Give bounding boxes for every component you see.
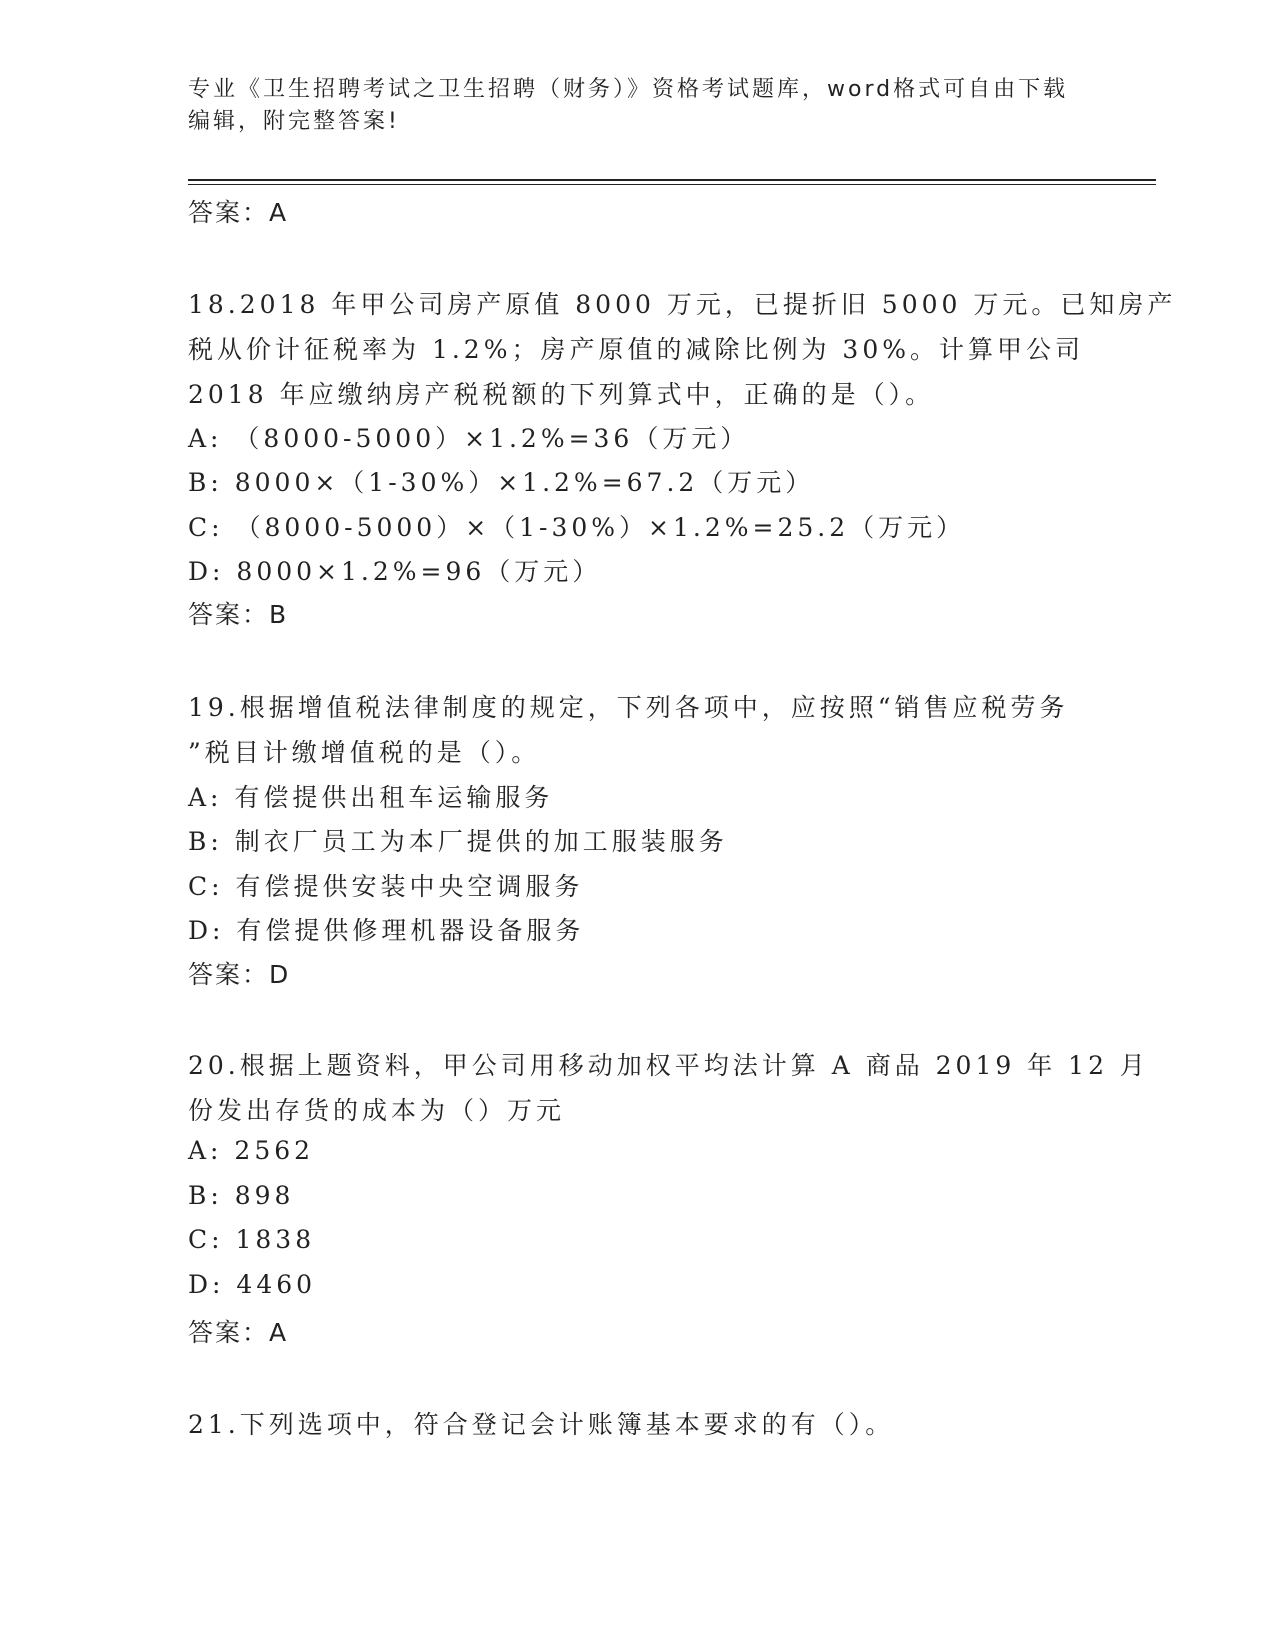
question-text-line: 2018 年应缴纳房产税税额的下列算式中，正确的是（）。 xyxy=(188,380,935,409)
option-a: A: 2562 xyxy=(188,1136,315,1165)
option-a: A: 有偿提供出租车运输服务 xyxy=(188,783,554,812)
document-header xyxy=(188,74,1088,138)
option-c: C: 1838 xyxy=(188,1225,316,1254)
question-text-line: 20.根据上题资料，甲公司用移动加权平均法计算 A 商品 2019 年 12 月 xyxy=(188,1051,1149,1080)
question-text-line: ”税目计缴增值税的是（）。 xyxy=(188,738,541,767)
option-c: C: （8000-5000）×（1-30%）×1.2%=25.2（万元） xyxy=(188,513,966,542)
answer-label: 答案：A xyxy=(188,1318,289,1347)
option-b: B: 898 xyxy=(188,1181,295,1210)
option-c: C: 有偿提供安装中央空调服务 xyxy=(188,872,584,901)
header-rule-thick xyxy=(188,179,1156,181)
header-rule-thin xyxy=(188,184,1156,185)
question-text-line: 税从价计征税率为 1.2%；房产原值的减除比例为 30%。计算甲公司 xyxy=(188,335,1084,364)
question-text-line: 份发出存货的成本为（）万元 xyxy=(188,1096,566,1125)
answer-label: 答案：B xyxy=(188,600,289,629)
option-a: A: （8000-5000）×1.2%=36（万元） xyxy=(188,424,750,453)
option-d: D: 4460 xyxy=(188,1270,317,1299)
question-text-line: 19.根据增值税法律制度的规定，下列各项中，应按照“销售应税劳务 xyxy=(188,693,1069,722)
question-text-line: 21.下列选项中，符合登记会计账簿基本要求的有（）。 xyxy=(188,1410,895,1439)
option-d: D: 有偿提供修理机器设备服务 xyxy=(188,916,585,945)
question-text-line: 18.2018 年甲公司房产原值 8000 万元，已提折旧 5000 万元。已知房产 xyxy=(188,290,1177,319)
option-b: B: 制衣厂员工为本厂提供的加工服装服务 xyxy=(188,827,728,856)
option-b: B: 8000×（1-30%）×1.2%=67.2（万元） xyxy=(188,468,815,497)
header-line-1: 专业《卫生招聘考试之卫生招聘（财务）》资格考试题库，word格式可自由下载 xyxy=(188,77,1069,102)
answer-label: 答案：A xyxy=(188,198,289,227)
header-line-2: 编辑，附完整答案! xyxy=(188,109,400,134)
option-d: D: 8000×1.2%=96（万元） xyxy=(188,557,602,586)
answer-label: 答案：D xyxy=(188,960,291,989)
